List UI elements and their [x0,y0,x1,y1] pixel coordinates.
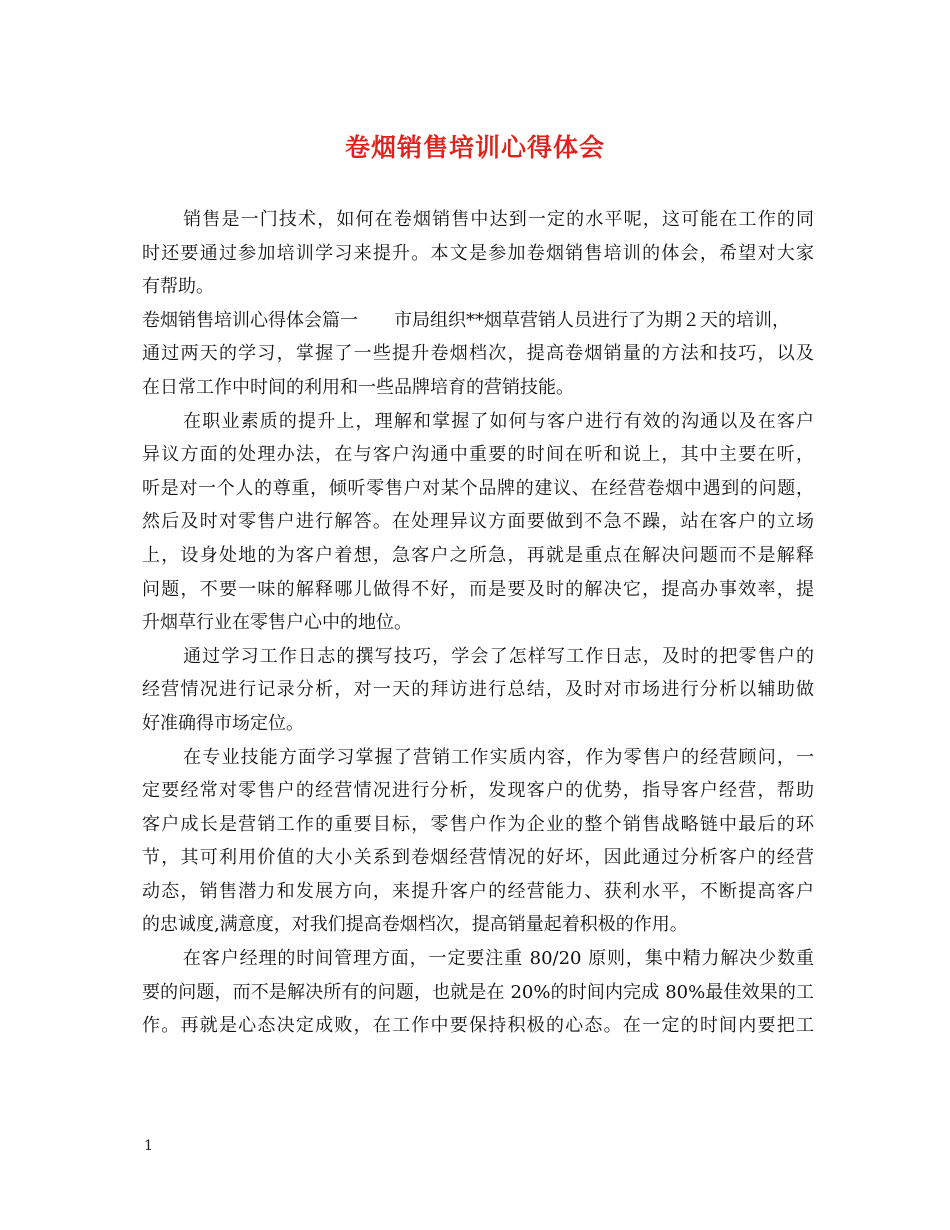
text-line-content: 节，其可利用价值的大小关系到卷烟经营情况的好坏，因此通过分析客户的经营 [142,847,814,869]
text-line [142,304,814,338]
text-line [142,573,814,607]
text-line-content: 问题，不要一味的解释哪儿做得不好，而是要及时的解决它，提高办事效率，提 [142,578,814,600]
text-line [142,270,814,304]
text-line-content: 有帮助。 [142,276,214,298]
text-line-content: 的忠诚度,满意度，对我们提高卷烟档次，提高销量起着积极的作用。 [142,914,688,936]
document-body [142,203,814,1043]
text-line-content: 要的问题，而不是解决所有的问题，也就是在 20%的时间内完成 80%最佳效果的工 [142,981,814,1003]
text-line [142,841,814,875]
text-line [142,741,814,775]
text-line [142,673,814,707]
text-line-content: 客户成长是营销工作的重要目标，零售户作为企业的整个销售战略链中最后的环 [142,813,814,835]
text-line [142,472,814,506]
page-number: 1 [144,1138,153,1154]
text-line [142,707,814,741]
text-line-content: 卷烟销售培训心得体会篇一 市局组织**烟草营销人员进行了为期２天的培训， [142,309,790,331]
text-line-content: 定要经常对零售户的经营情况进行分析，发现客户的优势，指导客户经营，帮助 [142,780,814,802]
text-line [142,1009,814,1043]
text-line [142,539,814,573]
text-line-content: 然后及时对零售户进行解答。在处理异议方面要做到不急不躁，站在客户的立场 [142,511,814,533]
text-line-content: 异议方面的处理办法，在与客户沟通中重要的时间在听和说上，其中主要在听， [142,444,814,466]
text-line-content: 通过学习工作日志的撰写技巧，学会了怎样写工作日志，及时的把零售户的 [182,645,814,667]
text-line-content: 听是对一个人的尊重，倾听零售户对某个品牌的建议、在经营卷烟中遇到的问题， [142,477,814,499]
text-line-content: 动态，销售潜力和发展方向，来提升客户的经营能力、获利水平，不断提高客户 [142,880,814,902]
text-line-content: 时还要通过参加培训学习来提升。本文是参加卷烟销售培训的体会，希望对大家 [142,242,814,264]
text-line-content: 在专业技能方面学习掌握了营销工作实质内容，作为零售户的经营顾问，一 [182,746,814,768]
text-line [142,237,814,271]
text-line-content: 经营情况进行记录分析，对一天的拜访进行总结，及时对市场进行分析以辅助做 [142,679,814,701]
text-line [142,438,814,472]
text-line [142,808,814,842]
text-line [142,203,814,237]
text-line-content: 销售是一门技术，如何在卷烟销售中达到一定的水平呢，这可能在工作的同 [182,209,814,230]
text-line [142,976,814,1010]
text-line [142,505,814,539]
text-line-content: 作。再就是心态决定成败，在工作中要保持积极的心态。在一定的时间内要把工 [142,1015,814,1037]
text-line-content: 上，设身处地的为客户着想，急客户之所急，再就是重点在解决问题而不是解释 [142,544,814,566]
text-line [142,942,814,976]
text-line-content: 通过两天的学习，掌握了一些提升卷烟档次，提高卷烟销量的方法和技巧，以及 [142,343,814,365]
text-line-content: 在客户经理的时间管理方面，一定要注重 80/20 原则，集中精力解决少数重 [182,948,814,970]
text-line [142,405,814,439]
text-line [142,908,814,942]
text-line-content: 好准确得市场定位。 [142,712,304,734]
text-line [142,640,814,674]
text-line-content: 升烟草行业在零售户心中的地位。 [142,612,412,634]
text-line-content: 在职业素质的提升上，理解和掌握了如何与客户进行有效的沟通以及在客户 [182,410,814,432]
text-line [142,606,814,640]
text-line [142,371,814,405]
text-line [142,774,814,808]
text-line [142,875,814,909]
text-line-content: 在日常工作中时间的利用和一些品牌培育的营销技能。 [142,376,574,398]
text-line [142,337,814,371]
document-title: 卷烟销售培训心得体会 [344,133,605,162]
